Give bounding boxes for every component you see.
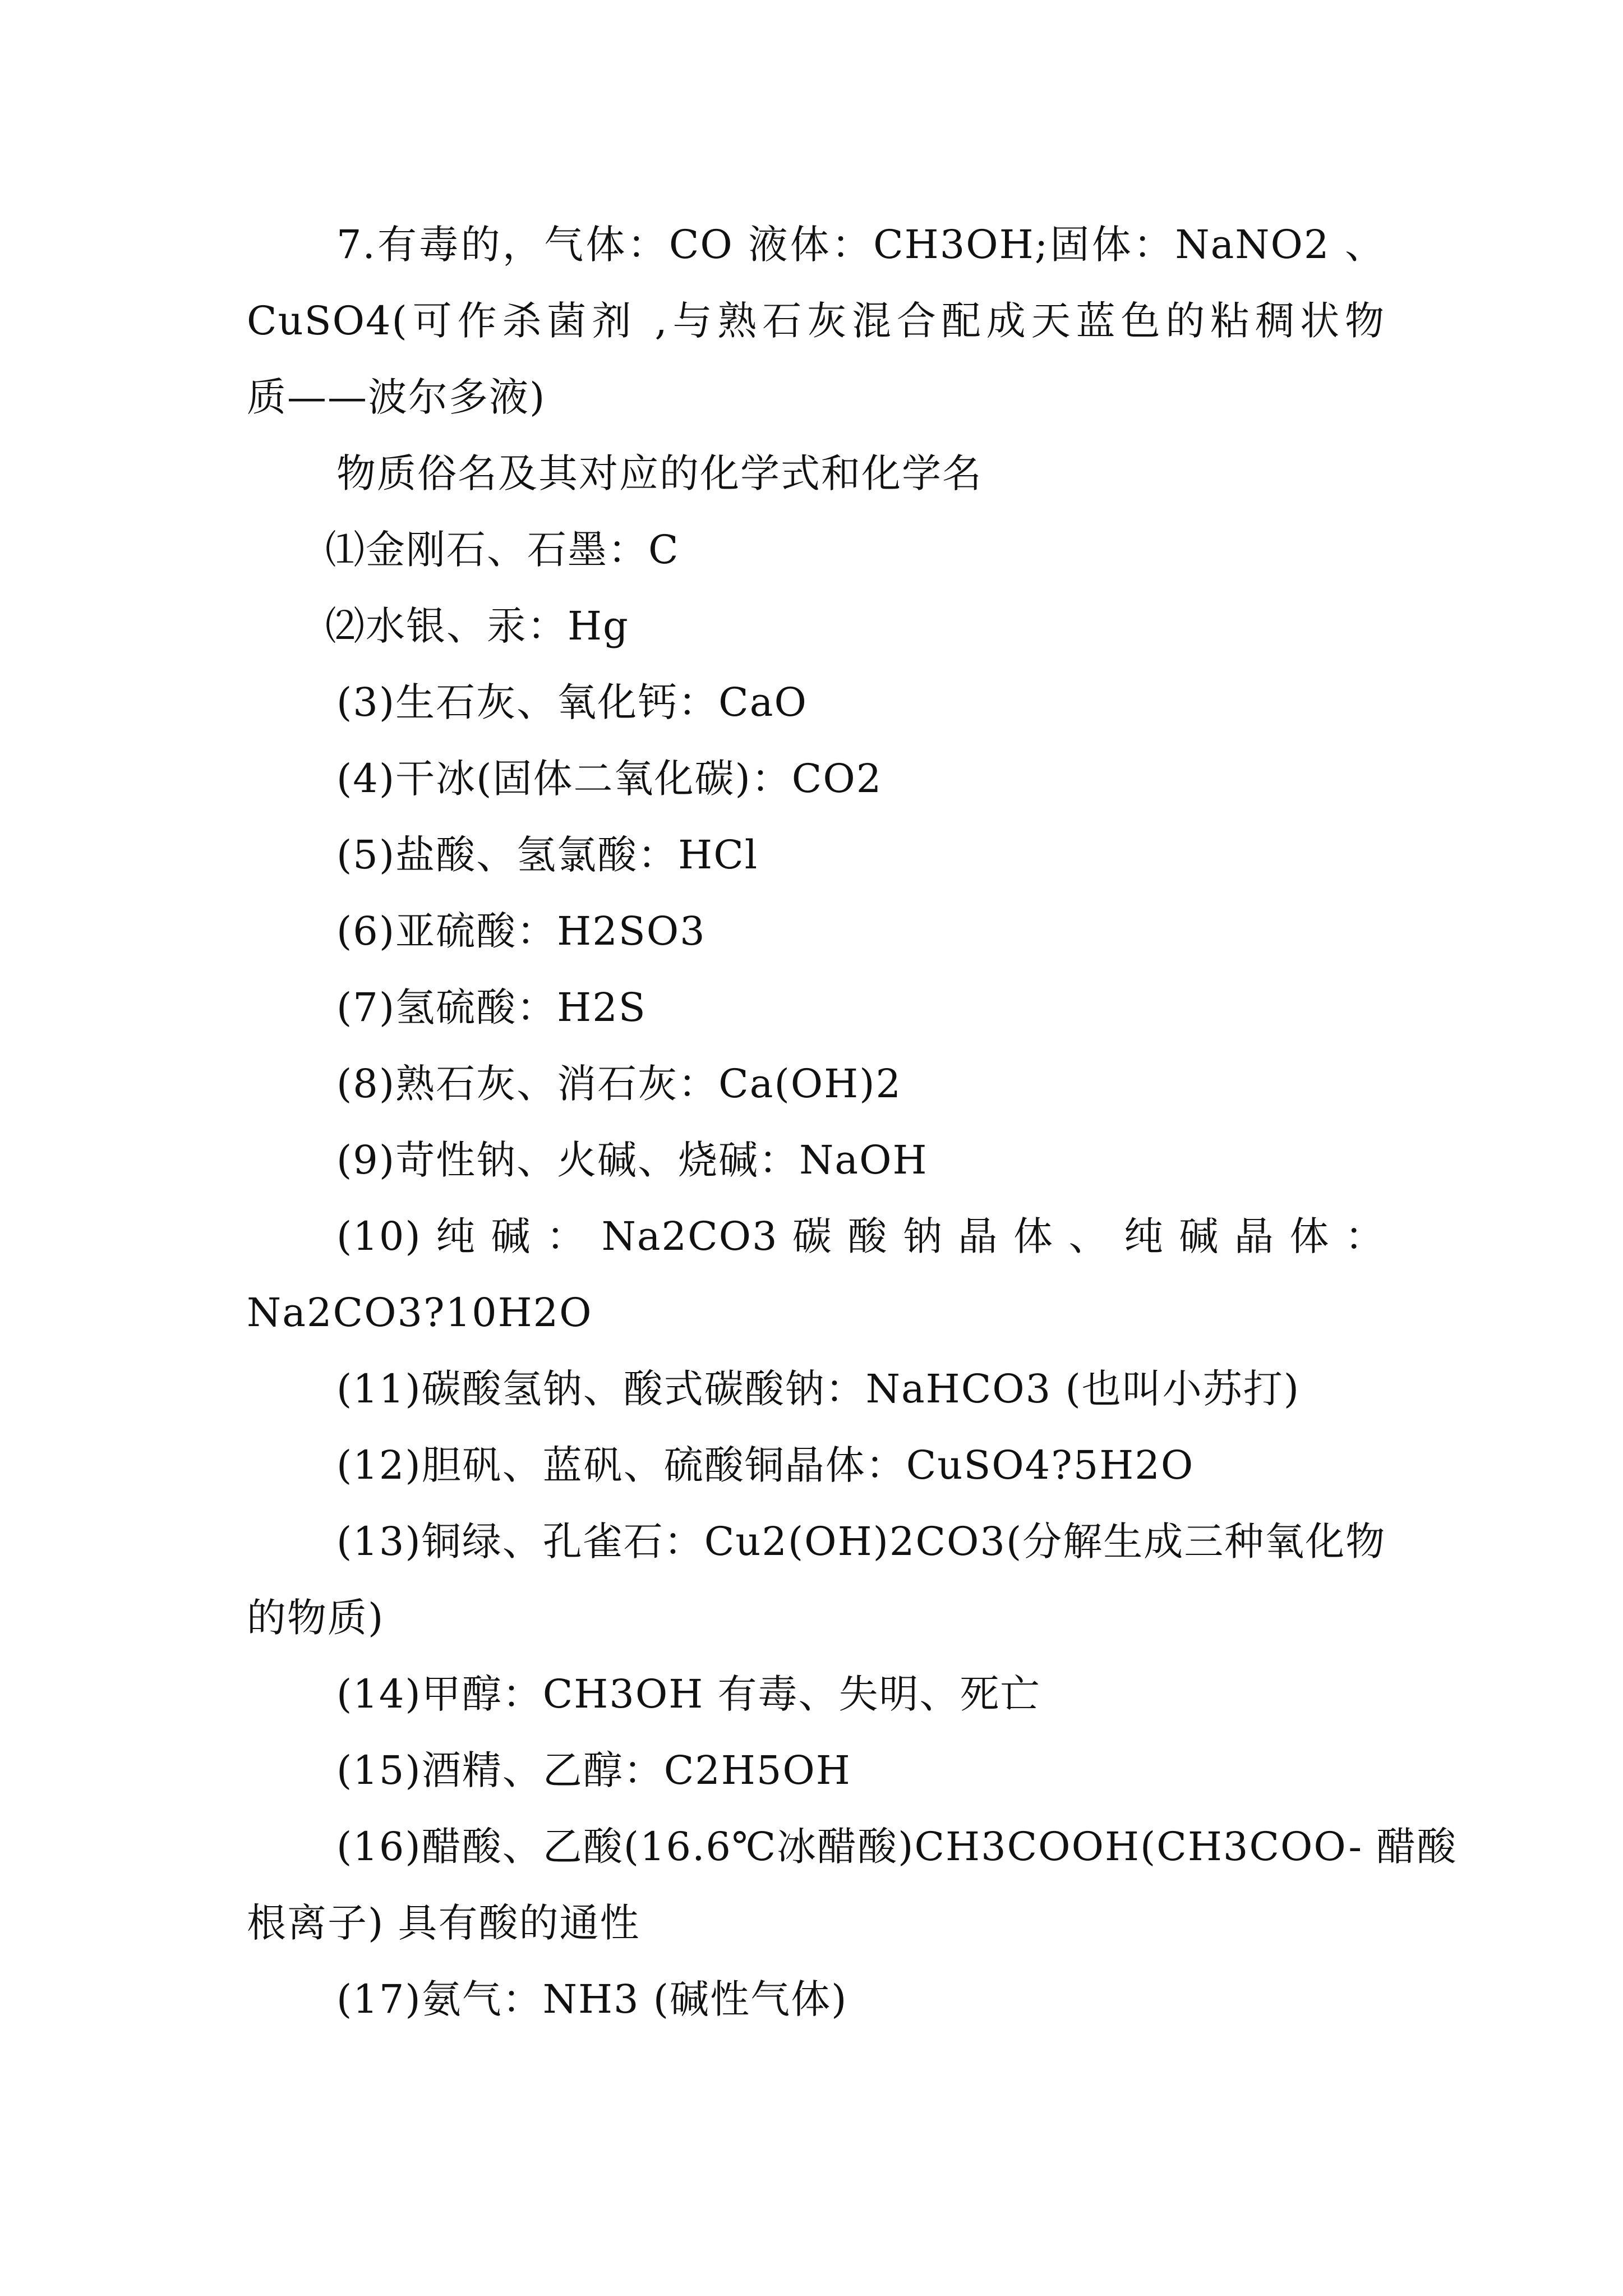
list-item [247,588,1464,664]
list-item [247,1656,1475,1732]
list-item-text: Na2CO3?10H2O [247,1290,593,1336]
text-line: 7.有毒的，气体：CO 液体：CH3OH;固体：NaNO2 、 [336,222,1385,268]
list-item-text: 根离子) 具有酸的通性 [247,1900,640,1946]
heading-text: 物质俗名及其对应的化学式和化学名 [336,450,983,496]
list-item [247,1732,1475,1809]
list-item-text: (7)氢硫酸：H2S [336,984,647,1030]
list-item-text: (12)胆矾、蓝矾、硫酸铜晶体：CuSO4?5H2O [336,1442,1195,1488]
list-item-10 [247,1198,1385,1351]
list-item-text: (15)酒精、乙醇：C2H5OH [336,1747,851,1793]
list-item-13 [247,1503,1385,1656]
list-item-text: (17)氨气：NH3 (碱性气体) [336,1976,848,2022]
paragraph-toxic-substances [247,206,1385,435]
list-item [247,740,1475,817]
text-line: 质——波尔多液) [247,374,546,420]
list-item-16 [247,1809,1458,1961]
list-item-text: (6)亚硫酸：H2SO3 [336,908,706,954]
list-item-text: 的物质) [247,1595,385,1641]
list-item-text: ⑴金刚石、石墨：C [325,527,680,573]
list-item-text: (3)生石灰、氧化钙：CaO [336,679,808,725]
list-item-text: ⑵水银、汞：Hg [325,603,629,649]
list-item [247,1046,1475,1122]
list-item-text: (10) 纯 碱 ： Na2CO3 碳 酸 钠 晶 体 、 纯 碱 晶 体 ： [336,1213,1385,1259]
list-item [247,1351,1475,1427]
list-item [247,1961,1475,2037]
list-item [247,512,1464,588]
list-item [247,817,1475,893]
list-item-text: (11)碳酸氢钠、酸式碳酸钠：NaHCO3 (也叫小苏打) [336,1366,1301,1412]
list-item-text: (14)甲醇：CH3OH 有毒、失明、死亡 [336,1671,1041,1717]
list-item [247,664,1475,740]
list-item-text: (4)干冰(固体二氧化碳)：CO2 [336,756,883,802]
list-item-text: (9)苛性钠、火碱、烧碱：NaOH [336,1137,928,1183]
text-line: CuSO4(可作杀菌剂 ,与熟石灰混合配成天蓝色的粘稠状物 [247,298,1385,344]
list-item-text: (8)熟石灰、消石灰：Ca(OH)2 [336,1061,902,1107]
section-heading [247,435,1475,512]
list-item [247,969,1475,1046]
list-item-text: (5)盐酸、氢氯酸：HCl [336,832,759,878]
list-item [247,893,1475,969]
list-item-text: (13)铜绿、孔雀石：Cu2(OH)2CO3(分解生成三种氧化物 [336,1519,1386,1565]
list-item [247,1122,1475,1198]
list-item [247,1427,1475,1503]
list-item-text: (16)醋酸、乙酸(16.6℃冰醋酸)CH3COOH(CH3COO- 醋酸 [336,1824,1458,1870]
